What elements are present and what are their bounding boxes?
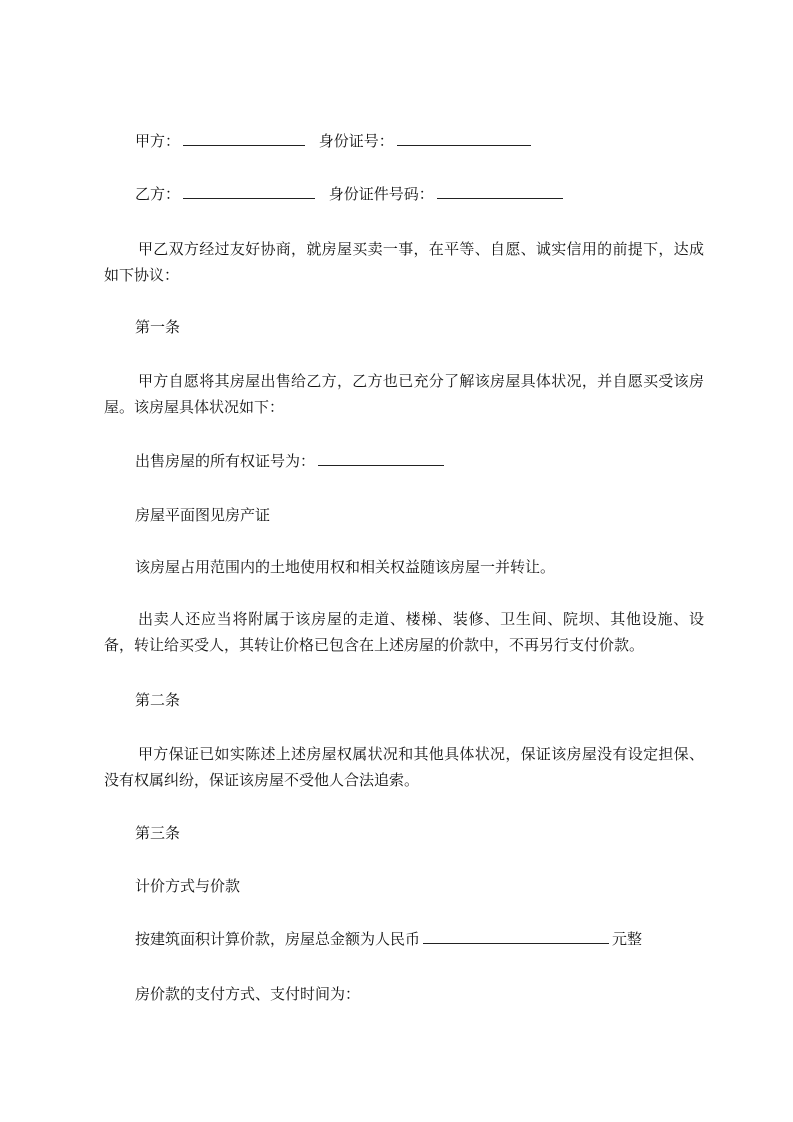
party-b-name-blank[interactable]	[183, 182, 315, 199]
price-label: 按建筑面积计算价款，房屋总金额为人民币	[135, 930, 421, 948]
party-b-line	[135, 182, 566, 206]
party-b-id-label: 身份证件号码：	[328, 185, 434, 203]
certificate-line	[135, 449, 447, 473]
party-a-id-blank[interactable]	[397, 129, 531, 146]
price-line	[135, 927, 642, 951]
intro-paragraph: 甲乙双方经过友好协商，就房屋买卖一事，在平等、自愿、诚实信用的前提下，达成如下协议：	[104, 240, 704, 284]
article-1-title: 第一条	[135, 318, 181, 336]
party-a-name-blank[interactable]	[183, 129, 305, 146]
price-blank[interactable]	[423, 927, 609, 944]
article-2-title: 第二条	[135, 691, 181, 709]
article-3-title: 第三条	[135, 824, 181, 842]
party-b-id-blank[interactable]	[437, 182, 563, 199]
price-suffix: 元整	[612, 930, 643, 948]
party-a-label: 甲方：	[135, 132, 181, 150]
party-a-id-label: 身份证号：	[318, 132, 394, 150]
article-2-paragraph: 甲方保证已如实陈述上述房屋权属状况和其他具体状况，保证该房屋没有设定担保、没有权属纠纷，保证该房屋不受他人合法追索。	[104, 745, 704, 789]
certificate-label: 出售房屋的所有权证号为：	[135, 452, 316, 470]
land-rights-text: 该房屋占用范围内的土地使用权和相关权益随该房屋一并转让。	[135, 558, 556, 576]
party-a-line	[135, 129, 534, 153]
certificate-blank[interactable]	[318, 449, 444, 466]
article-1-paragraph: 甲方自愿将其房屋出售给乙方，乙方也已充分了解该房屋具体状况，并自愿买受该房屋。该房屋具体状况如下：	[104, 372, 704, 416]
floor-plan-text: 房屋平面图见房产证	[135, 506, 271, 524]
article-3-subtitle: 计价方式与价款	[135, 877, 241, 895]
attachments-paragraph: 出卖人还应当将附属于该房屋的走道、楼梯、装修、卫生间、院坝、其他设施、设备，转让给买受人，其转让价格已包含在上述房屋的价款中，不再另行支付价款。	[104, 610, 704, 654]
party-b-label: 乙方：	[135, 185, 181, 203]
payment-line: 房价款的支付方式、支付时间为：	[135, 985, 361, 1003]
